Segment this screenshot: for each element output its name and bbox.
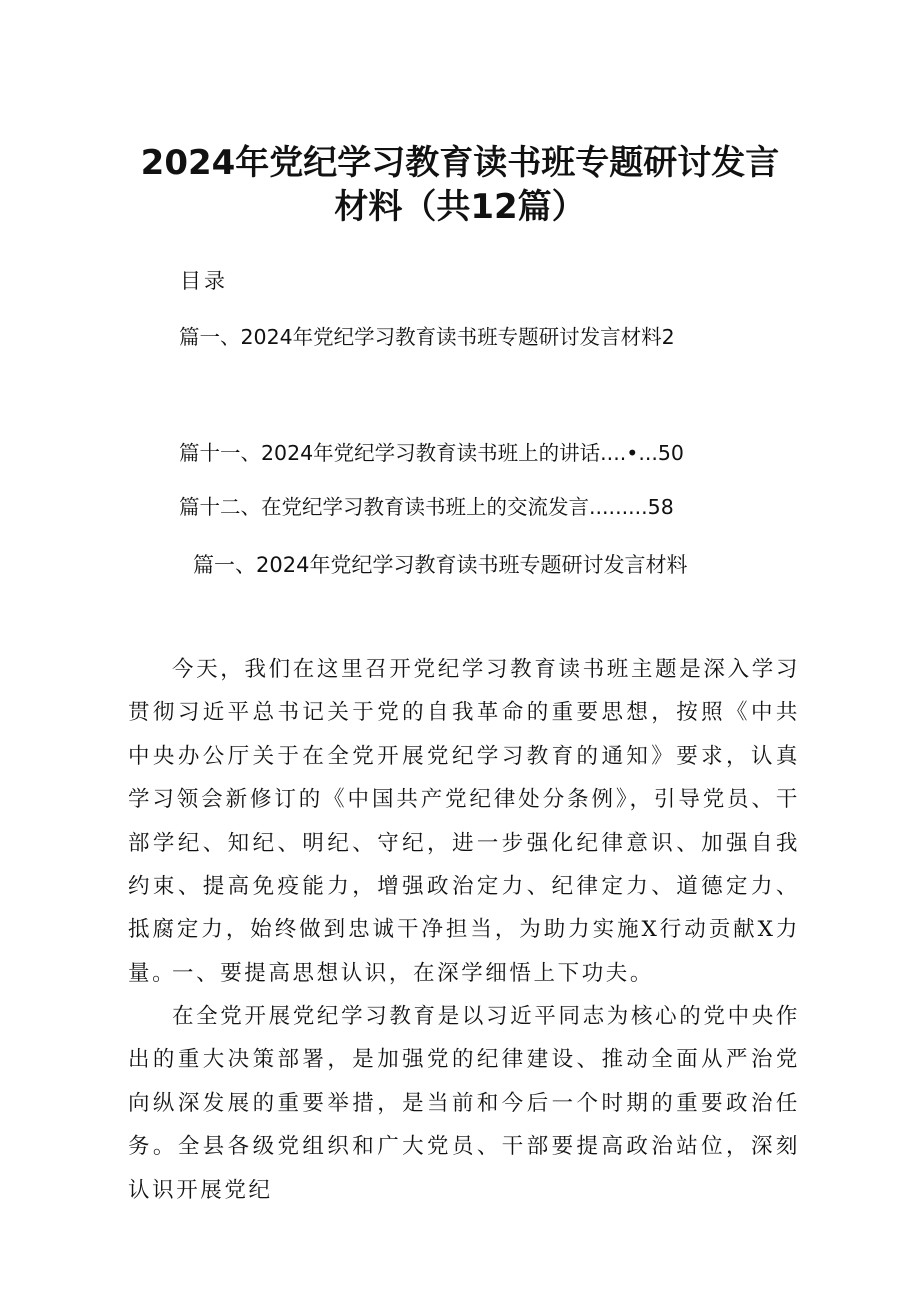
toc-entry bbox=[179, 492, 674, 522]
document-title-line-1: 2024年党纪学习教育读书班专题研讨发言 bbox=[140, 143, 780, 183]
toc-entry bbox=[179, 322, 675, 352]
toc-entry-page: ...50 bbox=[638, 441, 684, 465]
toc-entry-text: 篇十一、2024年党纪学习教育读书班上的讲话....• bbox=[179, 441, 639, 465]
toc-entry-page: 2 bbox=[661, 325, 675, 349]
toc-entry-text: 篇一、2024年党纪学习教育读书班专题研讨发言材料 bbox=[179, 325, 662, 349]
document-title-line-2: 材料（共12篇） bbox=[334, 187, 586, 227]
section-heading: 篇一、2024年党纪学习教育读书班专题研讨发言材料 bbox=[193, 553, 688, 577]
toc-entry bbox=[179, 438, 684, 468]
toc-label: 目录 bbox=[180, 269, 228, 293]
toc-entry-page: 58 bbox=[647, 495, 674, 519]
body-paragraph: 在全党开展党纪学习教育是以习近平同志为核心的党中央作出的重大决策部署，是加强党的纪律建设、推动全面从严治党向纵深发展的重要举措，是当前和今后一个时期的重要政治任务。全县各级党组织和广大党员、干部要提高政治站位，深刻认识开展党纪 bbox=[128, 1004, 800, 1203]
body-paragraph: 今天，我们在这里召开党纪学习教育读书班主题是深入学习贯彻习近平总书记关于党的自我革命的重要思想，按照《中共中央办公厅关于在全党开展党纪学习教育的通知》要求，认真学习领会新修订的《中国共产党纪律处分条例》，引导党员、干部学纪、知纪、明纪、守纪，进一步强化纪律意识、加强自我约束、提高免疫能力，增强政治定力、纪律定力、道德定力、抵腐定力，始终做到忠诚干净担当，为助力实施X行动贡献X力量。 bbox=[128, 657, 800, 986]
body-subheading: 一、要提高思想认识，在深学细悟上下功夫。 bbox=[172, 961, 655, 986]
toc-entry-text: 篇十二、在党纪学习教育读书班上的交流发言......... bbox=[179, 495, 648, 519]
